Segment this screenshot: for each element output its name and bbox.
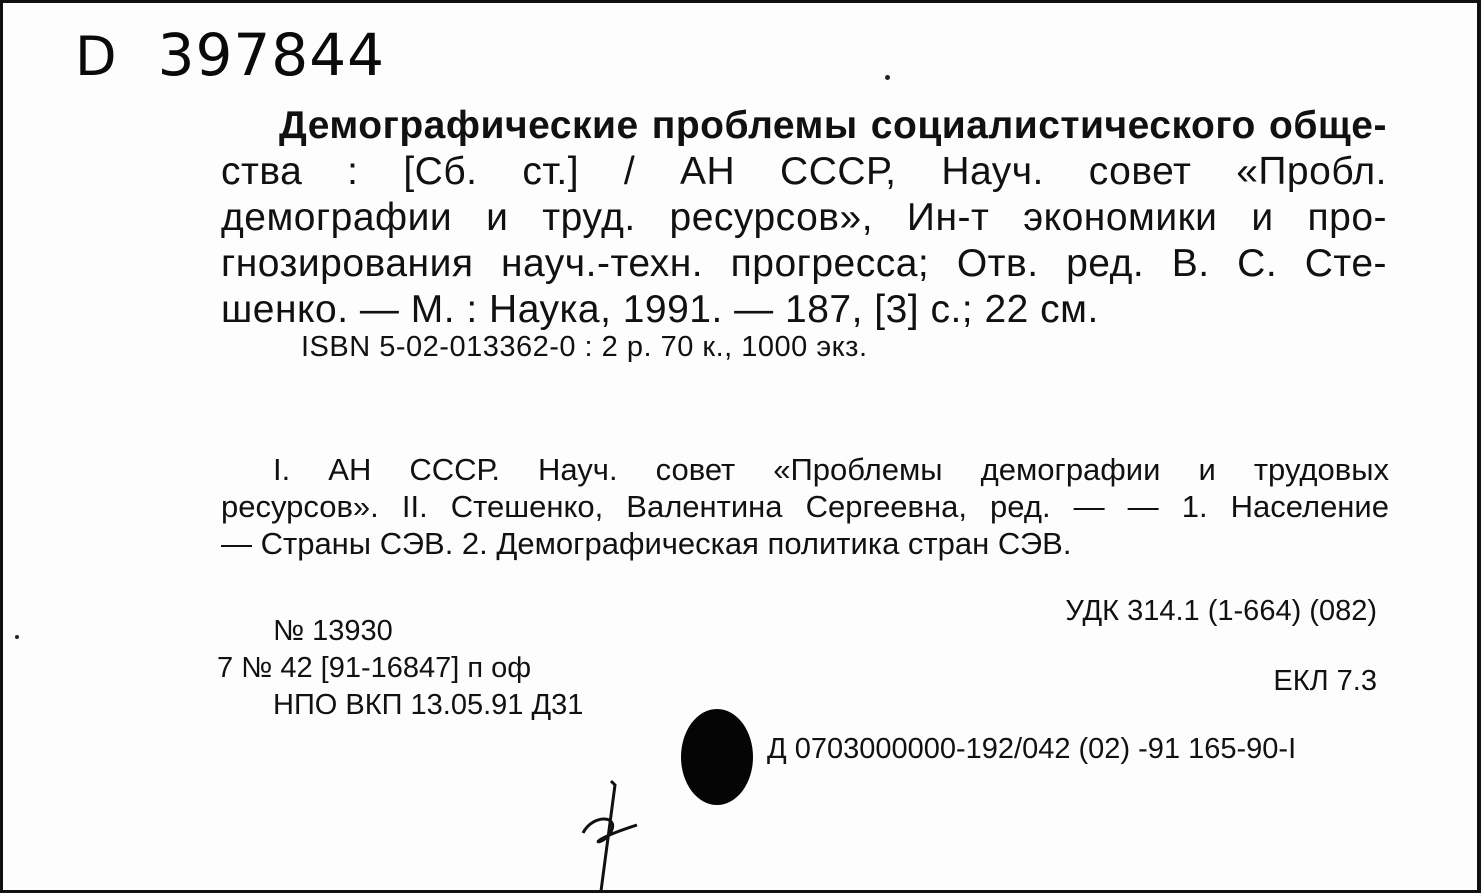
tracing-line: I. АН СССР. Науч. совет «Проблемы демографии и трудовых xyxy=(273,452,1389,487)
order-line: № 13930 xyxy=(273,615,393,647)
handwritten-mark xyxy=(563,773,673,893)
tracings xyxy=(221,451,1389,562)
ink-dot xyxy=(885,75,890,80)
handwritten-number: 397844 xyxy=(157,21,386,89)
udk-code: УДК 314.1 (1-664) (082) xyxy=(1065,595,1377,627)
entry-line: демографии и труд. ресурсов», Ин-т экономики и про- xyxy=(221,196,1387,239)
order-line: 7 № 42 [91-16847] п оф xyxy=(217,652,532,684)
order-info xyxy=(217,613,583,724)
d-code: Д 0703000000-192/042 (02) -91 165-90-I xyxy=(767,733,1297,765)
handwritten-letter: D xyxy=(75,25,118,88)
tracing-line: ресурсов». II. Стешенко, Валентина Сергеевна, ред. — — 1. Население xyxy=(221,489,1389,524)
entry-line: гнозирования науч.-техн. прогресса; Отв. ред. В. С. Сте- xyxy=(221,242,1387,285)
entry-line: ства : [Сб. ст.] / АН СССР, Науч. совет «Пробл. xyxy=(221,150,1387,193)
bibliographic-entry xyxy=(221,103,1387,333)
entry-line: Демографические проблемы социалистического обще- xyxy=(279,104,1387,147)
ink-dot xyxy=(15,635,19,639)
entry-line: шенко. — М. : Наука, 1991. — 187, [3] с.; 22 см. xyxy=(221,288,1099,331)
handwritten-call-number xyxy=(75,21,385,89)
order-line: НПО ВКП 13.05.91 Д31 xyxy=(273,689,584,721)
isbn-line: ISBN 5-02-013362-0 : 2 р. 70 к., 1000 экз. xyxy=(301,331,868,363)
tracing-line: — Страны СЭВ. 2. Демографическая политика стран СЭВ. xyxy=(221,526,1072,561)
ekl-code: ЕКЛ 7.3 xyxy=(1273,665,1377,697)
ink-blot xyxy=(681,709,753,805)
